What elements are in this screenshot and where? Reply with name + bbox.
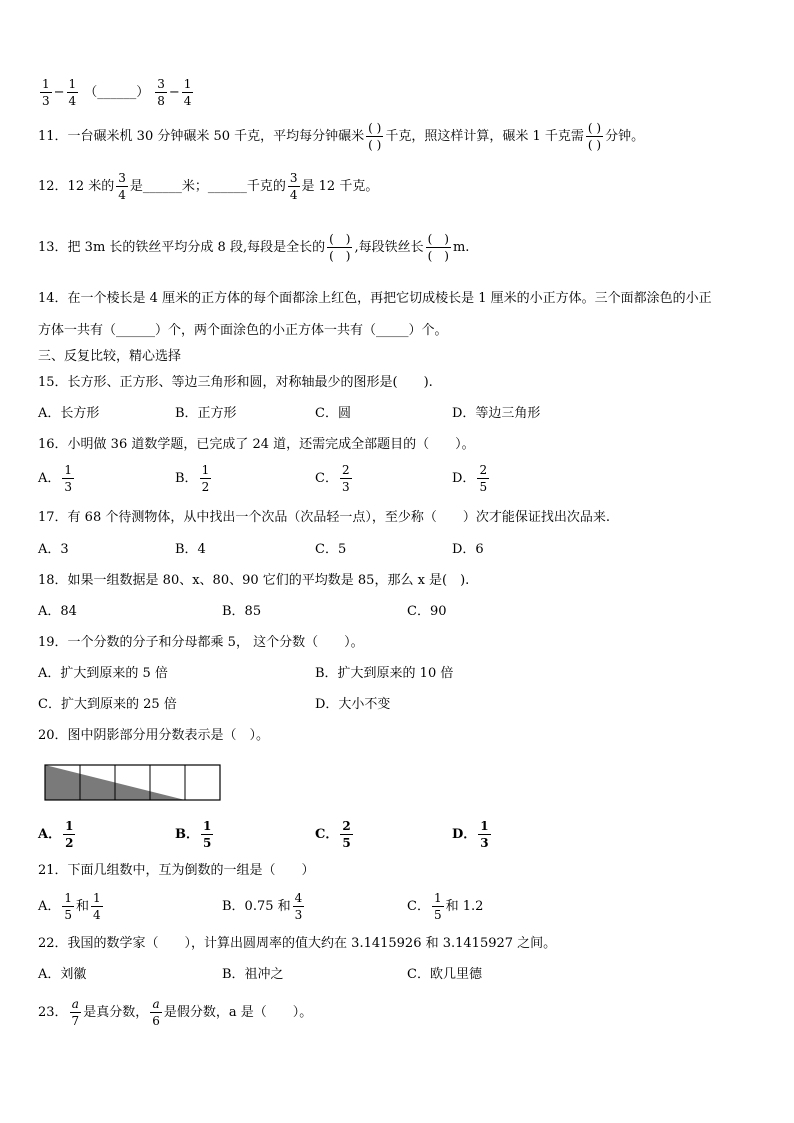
answer-blank-fraction[interactable]: $\frac{( )}{( )}$: [329, 232, 351, 263]
question-17-stem: 17．有 68 个待测物体，从中找出一个次品（次品轻一点），至少称（ ）次才能保证找出次品来.: [38, 510, 610, 525]
fraction: $\frac{1}{5}$: [203, 819, 212, 850]
fraction: $\frac{3}{4}$: [289, 171, 298, 202]
option-b[interactable]: B． $\frac{1}{2}$: [175, 463, 210, 494]
fraction: $\frac{1}{4}$: [93, 891, 101, 922]
fraction: $\frac{1}{3}$: [42, 77, 50, 108]
fraction: $\frac{2}{5}$: [479, 463, 488, 494]
shaded-bar-figure: [44, 764, 224, 804]
option-b[interactable]: B． $\frac{1}{5}$: [175, 819, 212, 850]
fraction: $\frac{2}{3}$: [341, 463, 350, 494]
fraction: $\frac{1}{3}$: [480, 819, 489, 850]
fraction: $\frac{3}{8}$: [157, 77, 165, 108]
option-c[interactable]: C． $\frac{1}{5}$ 和 1.2: [407, 891, 484, 922]
option-d[interactable]: D． $\frac{2}{5}$: [452, 463, 488, 494]
option-b[interactable]: B．0.75 和 $\frac{4}{3}$: [222, 891, 303, 922]
option-c[interactable]: C．5: [315, 542, 347, 557]
fraction: $\frac{1}{5}$: [64, 891, 73, 922]
option-a[interactable]: A．扩大到原来的 5 倍: [38, 666, 168, 681]
question-19-stem: 19．一个分数的分子和分母都乘 5， 这个分数（ ）。: [38, 635, 364, 650]
option-c[interactable]: C．扩大到原来的 25 倍: [38, 697, 177, 712]
answer-blank-fraction[interactable]: $\frac{( )}{( )}$: [368, 121, 382, 152]
question-18-stem: 18．如果一组数据是 80、x、80、90 它们的平均数是 85，那么 x 是( ).: [38, 573, 470, 588]
answer-blank-fraction[interactable]: $\frac{( )}{( )}$: [587, 121, 602, 152]
fraction: $\frac{1}{2}$: [65, 819, 74, 850]
question-23: 23． $\frac{a}{7}$ 是真分数， $\frac{a}{6}$ 是假分数，a 是（ ）。: [38, 997, 313, 1028]
fraction: $\frac{4}{3}$: [294, 891, 303, 922]
option-a[interactable]: A． $\frac{1}{2}$: [38, 819, 74, 850]
fraction: $\frac{a}{7}$: [71, 997, 80, 1028]
option-d[interactable]: D．等边三角形: [452, 406, 541, 421]
option-a[interactable]: A．长方形: [38, 406, 100, 421]
option-c[interactable]: C． $\frac{2}{3}$: [315, 463, 350, 494]
question-21-stem: 21．下面几组数中，互为倒数的一组是（ ）: [38, 863, 315, 878]
question-15-stem: 15．长方形、正方形、等边三角形和圆，对称轴最少的图形是( ).: [38, 375, 433, 390]
question-16-stem: 16．小明做 36 道数学题，已完成了 24 道，还需完成全部题目的（ ）。: [38, 437, 475, 452]
option-d[interactable]: D．6: [452, 542, 484, 557]
answer-blank-fraction[interactable]: $\frac{( )}{( )}$: [427, 232, 449, 263]
section-heading: 三、反复比较，精心选择: [38, 349, 182, 364]
option-d[interactable]: D．大小不变: [315, 697, 391, 712]
fraction: $\frac{1}{4}$: [183, 77, 192, 108]
fraction: $\frac{2}{5}$: [342, 819, 351, 850]
question-13: 13．把 3m 长的铁丝平均分成 8 段,每段是全长的 $\frac{( )}{( )}$ ,每段铁丝长 $\frac{( )}{( )}$ m.: [38, 232, 470, 263]
answer-blank[interactable]: （______）: [84, 85, 150, 100]
option-b[interactable]: B．4: [175, 542, 206, 557]
question-12: 12．12 米的 $\frac{3}{4}$ 是______米；______千克的 $\frac{3}{4}$ 是 12 千克。: [38, 171, 379, 202]
question-20-stem: 20．图中阴影部分用分数表示是（ ）。: [38, 728, 270, 743]
q10-line: $\frac{1}{3}$ − $\frac{1}{4}$ （______） $\frac{3}{8}$ − $\frac{1}{4}$: [42, 77, 192, 108]
option-b[interactable]: B．85: [222, 604, 262, 619]
question-14-line-2: 方体一共有（______）个，两个面涂色的小正方体一共有（_____）个。: [38, 323, 448, 338]
fraction: $\frac{1}{5}$: [433, 891, 442, 922]
option-a[interactable]: A． $\frac{1}{3}$: [38, 463, 73, 494]
option-b[interactable]: B．祖冲之: [222, 967, 284, 982]
option-c[interactable]: C． $\frac{2}{5}$: [315, 819, 351, 850]
option-a[interactable]: A．刘徽: [38, 967, 87, 982]
option-a[interactable]: A． $\frac{1}{5}$ 和 $\frac{1}{4}$: [38, 891, 101, 922]
fraction: $\frac{1}{2}$: [201, 463, 210, 494]
option-d[interactable]: D． $\frac{1}{3}$: [452, 819, 489, 850]
fraction: $\frac{1}{4}$: [68, 77, 77, 108]
option-c[interactable]: C．圆: [315, 406, 351, 421]
question-14-line-1: 14．在一个棱长是 4 厘米的正方体的每个面都涂上红色，再把它切成棱长是 1 厘米的小正方体。三个面都涂色的小正: [38, 291, 712, 306]
option-a[interactable]: A．84: [38, 604, 77, 619]
fraction: $\frac{a}{6}$: [152, 997, 160, 1028]
option-c[interactable]: C．欧几里德: [407, 967, 482, 982]
question-22-stem: 22．我国的数学家（ ），计算出圆周率的值大约在 3.1415926 和 3.1415927 之间。: [38, 936, 557, 951]
question-11: 11．一台碾米机 30 分钟碾米 50 千克，平均每分钟碾米 $\frac{( )}{( )}$ 千克，照这样计算，碾米 1 千克需 $\frac{( )}{( )}$ 分钟。: [38, 121, 645, 152]
option-b[interactable]: B．正方形: [175, 406, 237, 421]
option-c[interactable]: C．90: [407, 604, 447, 619]
option-a[interactable]: A．3: [38, 542, 69, 557]
fraction: $\frac{1}{3}$: [64, 463, 73, 494]
option-b[interactable]: B．扩大到原来的 10 倍: [315, 666, 454, 681]
fraction: $\frac{3}{4}$: [118, 171, 126, 202]
